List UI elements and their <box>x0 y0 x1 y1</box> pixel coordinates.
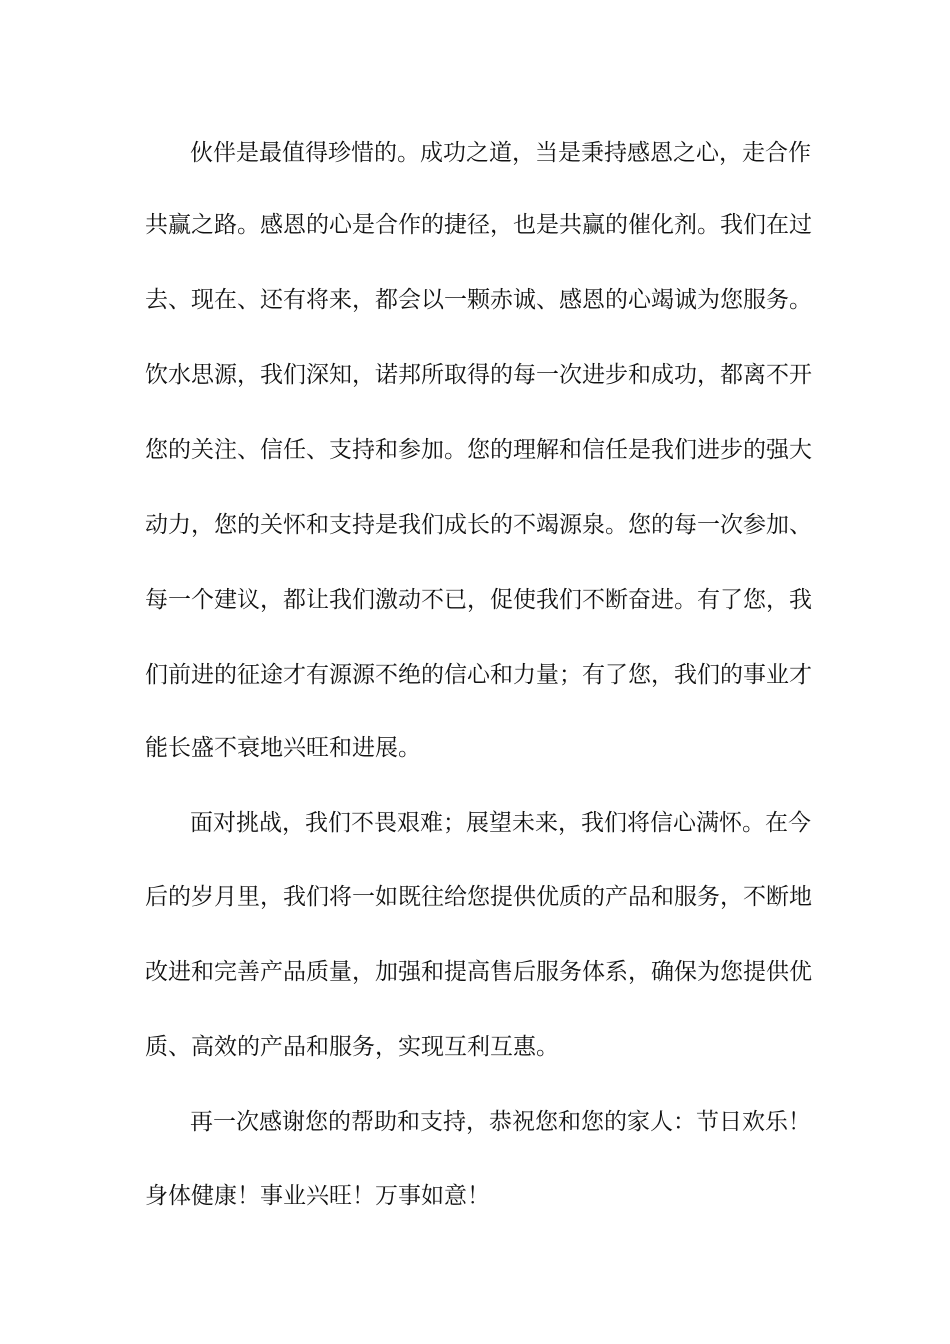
paragraph-1-line-9: 能长盛不衰地兴旺和进展。 <box>145 735 421 761</box>
paragraph-1-line-8: 们前进的征途才有源源不绝的信心和力量；有了您，我们的事业才 <box>145 662 812 688</box>
paragraph-2-line-1: 面对挑战，我们不畏艰难；展望未来，我们将信心满怀。在今 <box>190 810 811 836</box>
paragraph-1-line-7: 每一个建议，都让我们激动不已，促使我们不断奋进。有了您，我 <box>145 587 812 613</box>
paragraph-2-line-4: 质、高效的产品和服务，实现互利互惠。 <box>145 1034 559 1060</box>
paragraph-1-line-6: 动力，您的关怀和支持是我们成长的不竭源泉。您的每一次参加、 <box>145 512 812 538</box>
paragraph-1-line-5: 您的关注、信任、支持和参加。您的理解和信任是我们进步的强大 <box>145 437 812 463</box>
paragraph-1-line-2: 共赢之路。感恩的心是合作的捷径，也是共赢的催化剂。我们在过 <box>145 212 812 238</box>
paragraph-1-line-4: 饮水思源，我们深知，诺邦所取得的每一次进步和成功，都离不开 <box>145 362 812 388</box>
paragraph-1-line-1: 伙伴是最值得珍惜的。成功之道，当是秉持感恩之心，走合作 <box>190 140 811 166</box>
paragraph-3-line-1: 再一次感谢您的帮助和支持，恭祝您和您的家人：节日欢乐！ <box>190 1109 811 1135</box>
paragraph-2-line-3: 改进和完善产品质量，加强和提高售后服务体系，确保为您提供优 <box>145 959 812 985</box>
paragraph-2-line-2: 后的岁月里，我们将一如既往给您提供优质的产品和服务，不断地 <box>145 884 812 910</box>
paragraph-1-line-3: 去、现在、还有将来，都会以一颗赤诚、感恩的心竭诚为您服务。 <box>145 287 812 313</box>
paragraph-3-line-2: 身体健康！事业兴旺！万事如意！ <box>145 1183 490 1209</box>
